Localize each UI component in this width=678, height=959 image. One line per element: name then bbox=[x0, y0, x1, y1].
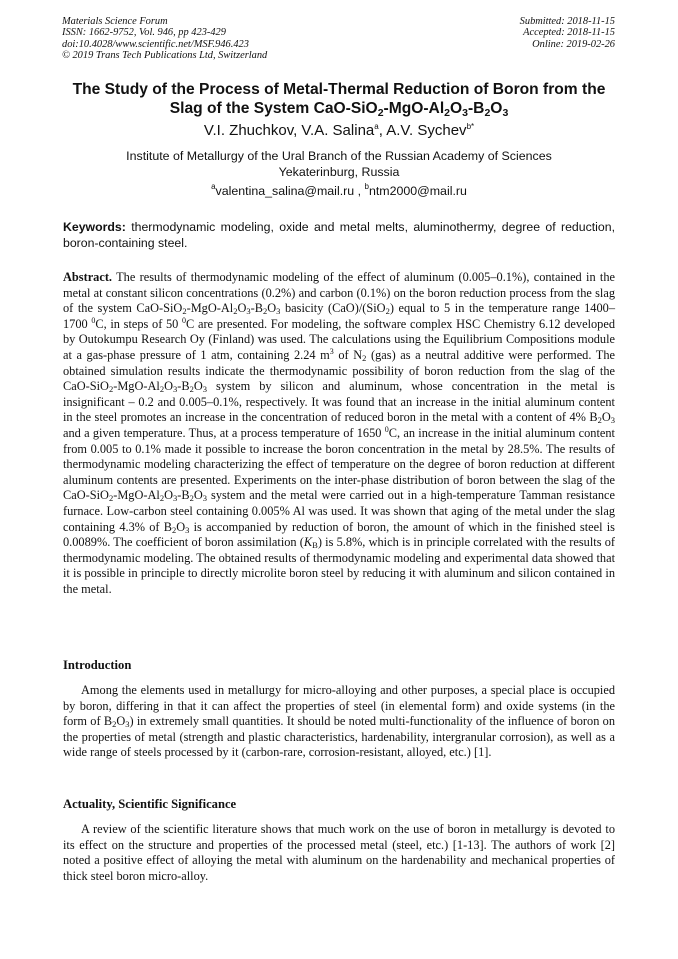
journal-name: Materials Science Forum bbox=[62, 16, 168, 27]
affiliation-institute: Institute of Metallurgy of the Ural Branch of the Russian Academy of Sciences bbox=[126, 149, 552, 163]
introduction-paragraph: Among the elements used in metallurgy for micro-alloying and other purposes, a special place is occupied by boron, differing in that it can affect the properties of steel (in elemental form) and oxide systems (in the form of $B_2O_3$) in extremely small quantities. It should be noted multi-functionality of the influence of boron on the properties of metal (strength and plastic characteristics, hardenability, intergranular corrosion), as well as a wide range of steels processed by it (carbon-rare, corrosion-resistant, alloyed, etc.) [1]. bbox=[63, 683, 615, 760]
authors: V.I. Zhuchkov, V.A. Salina$^a$, A.V. Sychev$^{b*}$ bbox=[203, 122, 475, 139]
doi: doi:10.4028/www.scientific.net/MSF.946.423 bbox=[62, 38, 249, 50]
abstract: Abstract. The results of thermodynamic modeling of the effect of aluminum (0.005–0.1%), contained in the metal at constant silicon concentrations (0.2%) and carbon (0.1%) on the boron reduction process from the slag of the system CaO-$SiO_2-MgO-Al_2O_3-B_2O_3$ basicity (CaO)/(SiO$_2$) equal to 5 in the temperature range 1400–1700 $^0$C, in steps of 50 $^0$C are presented. For modeling, the software complex HSC Chemistry 6.12 developed by Outokumpu Research Oy (Finland) was used. The calculations using the Equilibrium Compositions module at a gas-phase pressure of 1 atm, containing 2.24 $m^3$ of $N_2$ (gas) as a neutral additive were performed. The obtained simulation results indicate the thermodynamic possibility of boron reduction from the slag of the CaO-$SiO_2-MgO-Al_2O_3-B_2O_3$ system by silicon and aluminum, whose concentration in the metal is insignificant – 0.2 and 0.005–0.1%, respectively. It was found that an increase in the initial aluminum content in the steel promotes an increase in the concentration of reduced boron in the metal with a content of 4% $B_2O_3$ and a given temperature. Thus, at a process temperature of 1650 $^0$C, an increase in the initial aluminum content from 0.005 to 0.1% made it possible to increase the boron concentration in the metal by 28.5%. The results of thermodynamic modeling characterizing the effect of temperature on the degree of boron reduction at different aluminum contents are presented. Experiments on the inter-phase distribution of boron between the slag of the CaO-$SiO_2-MgO-Al_2O_3-B_2O_3$ system and the metal were carried out in a high-temperature Tamman resistance furnace. Low-carbon steel containing 0.005% Al was used. It was shown that aging of the metal under the slag containing 4.3% of $B_2O_3$ is accompanied by reduction of boron, the amount of which in the finished steel is 0.0089%. The coefficient of boron assimilation $(K_B)$ is 5.8%, which is in principle correlated with the results of thermodynamic modeling. The obtained results of thermodynamic modeling and experimental data showed that it is possible in principle to directly microlite boron steel by reducing it with aluminum and silicon contained in the metal. bbox=[63, 270, 615, 596]
journal-info bbox=[62, 16, 267, 62]
submitted-date: Submitted: 2018-11-15 bbox=[519, 16, 615, 27]
email-a[interactable]: valentina_salina@mail.ru bbox=[215, 184, 355, 198]
accepted-date: Accepted: 2018-11-15 bbox=[523, 27, 615, 39]
affiliation-city: Yekaterinburg, Russia bbox=[278, 164, 400, 179]
introduction-heading: Introduction bbox=[63, 658, 132, 672]
online-date: Online: 2019-02-26 bbox=[532, 38, 615, 50]
author-emails: $^a$valentina_salina@mail.ru , $^b$ntm2000@mail.ru bbox=[211, 182, 467, 198]
paper-title bbox=[40, 80, 638, 118]
publication-dates bbox=[520, 16, 615, 50]
title-line-2: Slag of the System CaO-$SiO_2-MgO-Al_2O_3-B_2O_3$ bbox=[169, 100, 509, 119]
keywords-label: Keywords: bbox=[63, 220, 126, 234]
copyright: © 2019 Trans Tech Publications Ltd, Switzerland bbox=[62, 50, 268, 62]
title-line-1: The Study of the Process of Metal-Thermal Reduction of Boron from the bbox=[72, 81, 606, 98]
keywords bbox=[63, 220, 615, 251]
keywords-text: thermodynamic modeling, oxide and metal melts, aluminothermy, degree of reduction, boron-containing steel. bbox=[63, 220, 615, 250]
affiliation bbox=[40, 149, 638, 180]
issn: ISSN: 1662-9752, Vol. 946, pp 423-429 bbox=[62, 27, 226, 39]
email-b[interactable]: ntm2000@mail.ru bbox=[368, 184, 467, 198]
actuality-heading: Actuality, Scientific Significance bbox=[63, 797, 237, 811]
actuality-paragraph: A review of the scientific literature shows that much work on the use of boron in metallurgy is devoted to its effect on the structure and properties of the processed metal (steel, etc.) [1-13]. The authors of work [2] noted a positive effect of alloying the metal with aluminum on the hardenability and mechanical properties of thick steel boron micro-alloy. bbox=[63, 822, 615, 883]
abstract-label: Abstract. bbox=[63, 270, 113, 284]
